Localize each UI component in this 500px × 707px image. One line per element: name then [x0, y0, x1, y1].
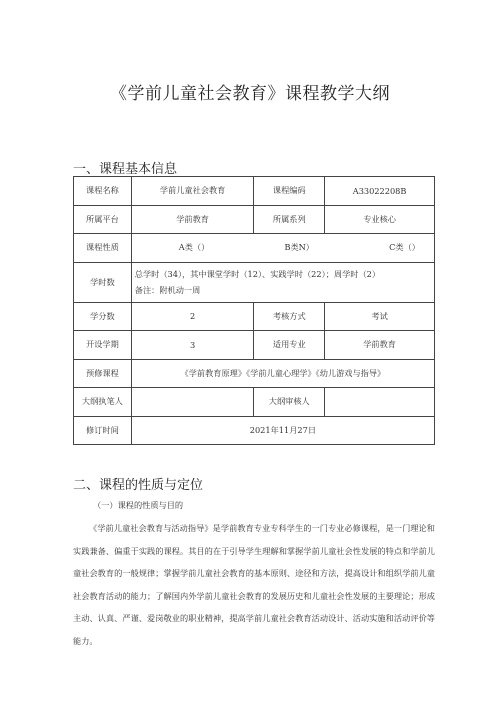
- table-cell: 适用专业: [254, 331, 325, 360]
- table-row: [74, 416, 435, 445]
- table-cell: 2: [131, 302, 254, 331]
- hours-cell: [131, 262, 434, 302]
- table-row: [74, 331, 435, 360]
- table-cell: 所属系列: [254, 205, 325, 234]
- table-row: [74, 359, 435, 388]
- table-cell: 学前教育: [131, 205, 254, 234]
- course-type-c: C类（）: [389, 242, 420, 253]
- table-cell: 大纲执笔人: [74, 388, 132, 417]
- hours-line: 总学时（34），其中课堂学时（12）、实践学时（22）；周学时（2）: [134, 269, 381, 279]
- table-cell: [325, 388, 435, 417]
- body-paragraph: [73, 517, 435, 652]
- hours-note: 备注：附机动一周: [134, 285, 201, 295]
- table-row: [74, 302, 435, 331]
- table-cell: 学分数: [74, 302, 132, 331]
- revision-date: 2021年11月27日: [131, 416, 434, 445]
- table-cell: 3: [131, 331, 254, 360]
- table-row: [74, 262, 435, 302]
- subsection-heading: （一）课程的性质与目的: [93, 500, 184, 510]
- course-type-cell: [131, 234, 434, 263]
- table-cell: 课程编码: [254, 177, 325, 206]
- prerequisite-courses: 《学前教育原理》《学前儿童心理学》《幼儿游戏与指导》: [131, 359, 434, 388]
- table-cell: 开设学期: [74, 331, 132, 360]
- course-type-a: A类（）: [178, 242, 210, 253]
- table-cell: 考试: [325, 302, 435, 331]
- table-row: [74, 177, 435, 206]
- section-heading-nature: 二、课程的性质与定位: [73, 478, 204, 493]
- document-title: 《学前儿童社会教育》课程教学大纲: [110, 84, 390, 104]
- course-type-b: B类N）: [284, 242, 314, 253]
- table-cell: 学时数: [74, 262, 132, 302]
- paragraph-text: 《学前儿童社会教育与活动指导》是学前教育专业专科学生的一门专业必修课程，是一门理论和实践兼备、偏重于实践的课程。其目的在于引导学生理解和掌握学前儿童社会性发展的特点和学前儿童社会教育的一般规律；掌握学前儿童社会教育的基本原则、途径和方法，提高设计和组织学前儿童社会教育活动的能力；了解国内外学前儿童社会教育的发展历史和儿童社会性发展的主要理论；形成主动、认真、严谨、爱岗敬业的职业精神，提高学前儿童社会教育活动设计、活动实施和活动评价等能力。: [73, 523, 435, 646]
- table-cell: 考核方式: [254, 302, 325, 331]
- table-cell: 课程性质: [74, 234, 132, 263]
- table-cell: 专业核心: [325, 205, 435, 234]
- section-heading-basic-info: 一、课程基本信息: [73, 162, 178, 177]
- table-cell: 修订时间: [74, 416, 132, 445]
- table-cell: 大纲审核人: [254, 388, 325, 417]
- table-row: [74, 388, 435, 417]
- course-info-table: [73, 176, 435, 445]
- table-row: [74, 205, 435, 234]
- table-cell: 学前儿童社会教育: [131, 177, 254, 206]
- table-cell: 所属平台: [74, 205, 132, 234]
- table-cell: A33022208B: [325, 177, 435, 206]
- table-cell: 预修课程: [74, 359, 132, 388]
- table-cell: [131, 388, 254, 417]
- table-cell: 学前教育: [325, 331, 435, 360]
- table-cell: 课程名称: [74, 177, 132, 206]
- table-row: [74, 234, 435, 263]
